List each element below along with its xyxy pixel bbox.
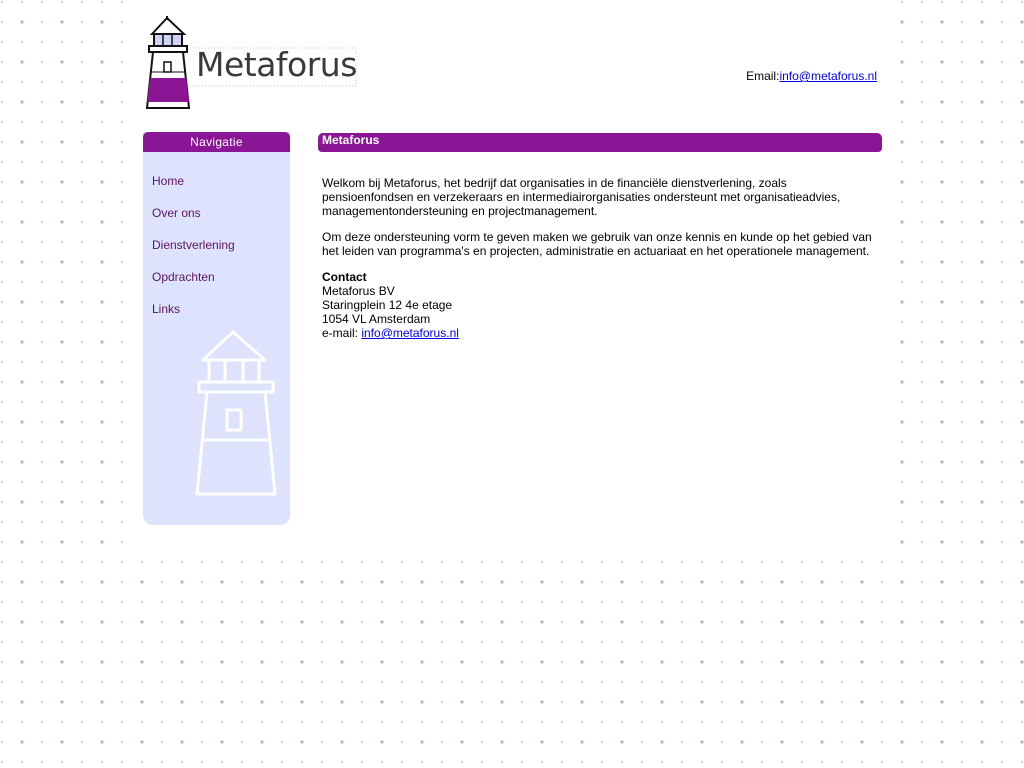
header-email <box>746 69 877 83</box>
nav-link-over-ons[interactable]: Over ons <box>152 206 201 220</box>
content-title-bar <box>318 133 882 152</box>
email-label: Email: <box>746 69 780 83</box>
contact-heading: Contact <box>322 270 367 284</box>
nav-item-dienstverlening <box>152 238 290 270</box>
nav-item-opdrachten <box>152 270 290 302</box>
email-link[interactable]: info@metaforus.nl <box>779 69 877 83</box>
intro-paragraph: Welkom bij Metaforus, het bedrijf dat organisaties in de financiële dienstverlening, zoals pensioenfondsen en verzekeraars en intermediairorganisaties ondersteunt met organisatieadvies, managementondersteuning en projectmanagement. <box>322 176 841 218</box>
logo-text: Metaforus <box>196 45 357 84</box>
nav-link-links[interactable]: Links <box>152 302 181 316</box>
nav-item-over-ons <box>152 206 290 238</box>
nav-link-opdrachten[interactable]: Opdrachten <box>152 270 215 284</box>
metaforus-logo[interactable] <box>144 12 359 114</box>
support-paragraph: Om deze ondersteuning vorm te geven maken we gebruik van onze kennis en kunde op het gebied van het leiden van programma's en projecten, administratie en actuariaat en het operationele management. <box>322 230 872 258</box>
contact-city: 1054 VL Amsterdam <box>322 312 431 326</box>
navigation-panel <box>143 132 290 525</box>
lighthouse-watermark-icon <box>195 328 279 498</box>
nav-list <box>143 152 290 334</box>
main-content <box>322 176 878 340</box>
contact-email-link[interactable]: info@metaforus.nl <box>361 326 459 340</box>
content-title: Metaforus <box>322 133 380 147</box>
contact-address: Staringplein 12 4e etage <box>322 298 453 312</box>
contact-company: Metaforus BV <box>322 284 395 298</box>
contact-block <box>322 270 878 340</box>
contact-email-line <box>322 326 878 340</box>
nav-item-home <box>152 174 290 206</box>
nav-link-home[interactable]: Home <box>152 174 185 188</box>
nav-item-links <box>152 302 290 334</box>
contact-email-label: e-mail: <box>322 326 362 340</box>
nav-title: Navigatie <box>143 132 290 152</box>
nav-link-dienstverlening[interactable]: Dienstverlening <box>152 238 235 252</box>
